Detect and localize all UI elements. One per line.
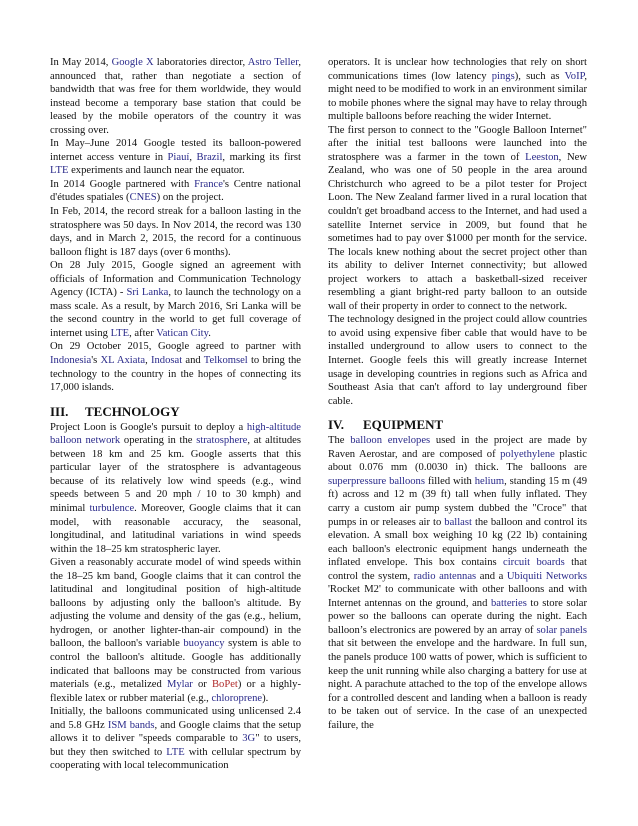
hyperlink[interactable]: XL Axiata [100, 355, 146, 367]
text-run: operators. It is unclear how technologies that rely on short communications times (low latency [328, 57, 587, 82]
text-run: laboratories director, [153, 57, 248, 68]
hyperlink[interactable]: LTE [166, 746, 185, 758]
hyperlink[interactable]: superpressure balloons [328, 475, 425, 487]
text-run: that sit between the envelope and the hardware. In full sun, the panels produce 100 watts of power, which is sufficient to keep the unit running while also charging a battery for use at night. A parachute attached to the top of the envelope allows for a controlled descent and landing when a balloon is ready to be taken out of service. In the case of an unexpected failure, the [328, 638, 587, 731]
hyperlink[interactable]: ISM bands [107, 719, 155, 731]
hyperlink[interactable]: Indosat [150, 355, 183, 367]
text-run: ) or a highly-flexible latex or rubber material (e.g., [50, 679, 301, 704]
hyperlink[interactable]: Leeston [525, 151, 559, 163]
hyperlink[interactable]: CNES [129, 192, 157, 204]
hyperlink[interactable]: pings [491, 70, 515, 82]
text-run: , standing 15 m (49 ft) across and 12 m (39 ft) tall when fully inflated. They carry a custom air pump system dubbed the "Croce" that pumps in or releases air to [328, 475, 587, 528]
hyperlink[interactable]: Telkomsel [203, 355, 248, 367]
text-run: In May 2014, [50, 57, 112, 68]
hyperlink[interactable]: Astro Teller [247, 57, 299, 68]
hyperlink[interactable]: circuit boards [503, 557, 565, 569]
hyperlink[interactable]: BoPet [211, 679, 238, 691]
text-run: ). [262, 692, 269, 704]
text-run: Given a reasonably accurate model of wind speeds within the 18–25 km band, Google claims that it can control the latitudinal and longitudinal position of high-altitude balloons by adjusting only the balloon's altitude. By adjusting the volume and density of the gas (e.g., helium, hydrogen, or another lighter-than-air compound) in the balloon, the balloon's variable [50, 557, 301, 650]
hyperlink[interactable]: Sri Lanka [126, 287, 169, 299]
hyperlink[interactable]: ballast [444, 516, 472, 528]
hyperlink[interactable]: chloroprene [211, 692, 263, 704]
paragraph [328, 56, 587, 124]
text-run: to bring the technology to the country in the hopes of connecting its 17,000 islands. [50, 355, 302, 394]
text-run: filled with [424, 475, 475, 487]
hyperlink[interactable]: helium [474, 475, 505, 487]
text-run: experiments and launch near the equator. [68, 165, 245, 177]
text-run: 's Centre national d'études spatiales ( [50, 178, 301, 204]
text-run: , marking its first [222, 151, 301, 163]
text-run: , might need to be modified to work in an environment similar to mobile phones where the signal may have to relay through multiple balloons before reaching the wider Internet. [328, 70, 587, 123]
paragraph [328, 124, 587, 314]
hyperlink[interactable]: LTE [50, 165, 69, 177]
hyperlink[interactable]: Vatican City [156, 327, 209, 339]
text-run: The technology designed in the project could allow countries to avoid using expensive fiber cable that would have to be installed underground to allow users to connect to the Internet. Google feels this will greatly increase Internet usage in developing countries in regions such as Africa and Southeast Asia that can't afford to lay underground fiber cable. [328, 314, 587, 407]
equipment-paragraphs [328, 434, 587, 732]
hyperlink[interactable]: balloon envelopes [350, 435, 431, 447]
text-run: 'Rocket M2' to communicate with other balloons and with Internet antennas on the ground, and [328, 584, 587, 609]
section-heading-equipment [328, 417, 587, 432]
hyperlink[interactable]: LTE [110, 327, 130, 339]
text-run: On 28 July 2015, Google signed an agreement with officials of Information and Communication Technology Agency (ICTA) - [50, 260, 301, 299]
text-run: . Moreover, Google claims that it can model, with reasonable accuracy, the seasonal, longitudinal, and latitudinal variations in wind speeds within the 18–25 km stratospheric layer. [50, 502, 301, 555]
text-run: Initially, the balloons communicated using unlicensed 2.4 and 5.8 GHz [50, 706, 301, 731]
hyperlink[interactable]: buoyancy [183, 638, 225, 650]
text-run: , [189, 151, 197, 163]
left-intro-paragraphs [50, 56, 301, 395]
paragraph [50, 421, 301, 556]
hyperlink[interactable]: Indonesia [50, 355, 92, 367]
hyperlink[interactable]: France [194, 178, 223, 190]
section-number: III. [50, 403, 69, 419]
text-run: and [182, 355, 204, 367]
right-column [328, 56, 587, 732]
text-run: that control the system, [328, 557, 587, 582]
hyperlink[interactable]: radio antennas [413, 570, 477, 582]
text-run: or [192, 679, 212, 691]
text-run: , to launch the technology on a mass scale. As a result, by March 2016, Sri Lanka will be the second country in the world to get full coverage of internet using [50, 287, 302, 339]
paragraph [50, 137, 301, 178]
hyperlink[interactable]: VoIP [564, 70, 585, 82]
hyperlink[interactable]: Mylar [166, 679, 193, 691]
left-column [50, 56, 301, 773]
section-title: EQUIPMENT [363, 417, 444, 433]
paragraph [328, 434, 587, 732]
right-intro-paragraphs [328, 56, 587, 408]
text-run: In 2014 Google partnered with [50, 178, 195, 190]
text-run: ), such as [514, 70, 565, 82]
section-title: TECHNOLOGY [85, 403, 180, 419]
hyperlink[interactable]: stratosphere [196, 435, 248, 447]
hyperlink[interactable]: batteries [490, 597, 527, 609]
text-run: " to users, but they then switched to [50, 733, 301, 758]
hyperlink[interactable]: solar panels [536, 624, 587, 636]
text-run: , and Google claims that the setup allows it to deliver "speeds comparable to [50, 719, 302, 745]
text-run: 's [91, 355, 101, 367]
text-run: used in the project are made by Raven Aerostar, and are composed of [328, 435, 587, 460]
text-run: , after [129, 327, 157, 339]
paragraph [50, 178, 301, 205]
text-run: , [145, 355, 151, 367]
text-run: In Feb, 2014, the record streak for a balloon lasting in the stratosphere was 50 days. In Nov 2014, the record was 130 days, and in March 2, 2015, the record for a continuous balloon flight is 187 days (over 6 months). [50, 206, 301, 258]
text-run: , New Zealand, who was one of 50 people in the area around Christchurch who agreed to be a pilot tester for Project Loon. The New Zealand farmer lived in a rural location that couldn't get broadband access to the Internet, and had used a satellite Internet service in 2009, but found that he sometimes had to pay over $1000 per month for the service. The locals knew nothing about the secret project other than its ability to deliver Internet connectivity; but allowed project workers to attach a basketball-sized receiver resembling a giant bright-red party balloon to an outside wall of their property in order to connect to the network. [328, 151, 587, 312]
hyperlink[interactable]: Brazil [196, 151, 223, 163]
hyperlink[interactable]: high-altitude balloon [50, 421, 301, 447]
paragraph [50, 205, 301, 259]
technology-paragraphs [50, 421, 301, 773]
text-run: the balloon and control its elevation. A small box weighing 10 kg (22 lb) containing each balloon's electronic equipment hangs underneath the inflated envelope. This box contains [328, 516, 587, 569]
hyperlink[interactable]: Piauí [167, 151, 190, 163]
text-run: and a [476, 570, 507, 582]
section-heading-technology [50, 404, 301, 419]
section-number: IV. [328, 417, 345, 433]
paragraph [50, 56, 301, 137]
text-run: with cellular spectrum by cooperating with local telecommunication [50, 746, 301, 772]
text-run: ) on the project. [156, 192, 224, 204]
paragraph [50, 259, 301, 340]
hyperlink[interactable]: Google X [111, 57, 154, 68]
text-run: The first person to connect to the "Google Balloon Internet" after the initial test balloons were launched into the stratosphere was a farmer in the town of [328, 124, 587, 163]
text-run: Project Loon is Google's pursuit to deploy a [50, 421, 247, 433]
text-run: to store solar power so the balloons can operate during the night. Each balloon’s electronics are powered by an array of [328, 597, 587, 636]
text-run: . [208, 327, 211, 339]
text-run: , announced that, rather than negotiate a section of bandwidth that was free for them worldwide, they would instead become a temporary base station that could be leased by the mobile operators of the country it was crossing over. [50, 57, 302, 136]
hyperlink[interactable]: 3G [242, 733, 256, 745]
text-run: plastic about 0.076 mm (0.0030 in) thick. The balloons are [328, 448, 587, 474]
paragraph [50, 705, 301, 773]
paragraph [328, 313, 587, 408]
paragraph [50, 340, 301, 394]
text-run: On 29 October 2015, Google agreed to partner with [50, 341, 301, 353]
hyperlink[interactable]: polyethylene [500, 448, 555, 460]
text-run: operating in the [120, 435, 197, 447]
text-run: In May–June 2014 Google tested its balloon-powered internet access venture in [50, 138, 301, 163]
text-run: , at altitudes between 18 km and 25 km. Google asserts that this particular layer of the stratosphere is advantageous because of its relatively low wind speeds (e.g., wind speeds between 5 and 20 mph / 10 to 30 kmph) and minimal [50, 435, 301, 514]
hyperlink[interactable]: Ubiquiti Networks [506, 570, 587, 582]
paragraph [50, 556, 301, 705]
text-run: system is able to control the balloon's altitude. Google has additionally indicated that balloons may be constructed from various materials (e.g., metalized [50, 638, 301, 691]
hyperlink[interactable]: turbulence [89, 502, 135, 514]
text-run: The [328, 435, 351, 447]
hyperlink[interactable]: network [85, 435, 121, 447]
